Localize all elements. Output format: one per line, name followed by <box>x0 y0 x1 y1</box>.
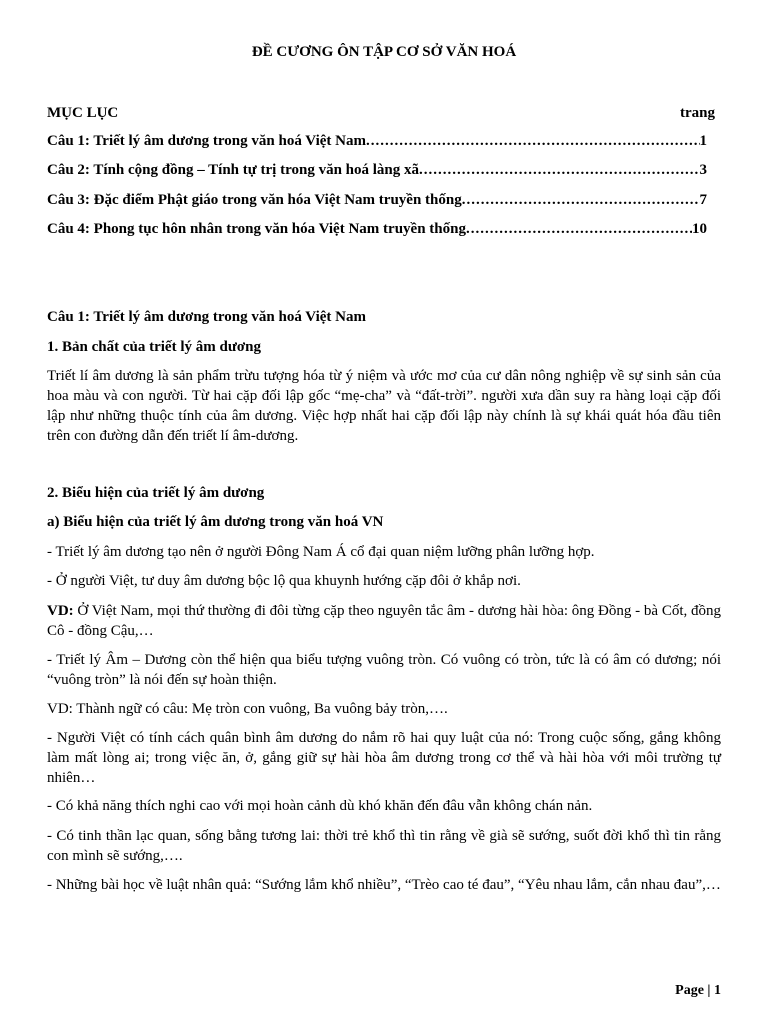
bullet-text: - Người Việt có tính cách quân bình âm dương do nắm rõ hai quy luật của nó: Trong cuộc sống, gắng không làm mất lòng ai; trong việc ăn, ở, gắng giữ sự hài hòa âm dương trong cơ thể và hài hòa với môi trường tự nhiên… <box>47 730 721 786</box>
toc-entry[interactable] <box>47 131 707 151</box>
bullet-text: - Có khả năng thích nghi cao với mọi hoàn cảnh dù khó khăn đến đâu vẫn không chán nản. <box>47 798 593 814</box>
toc-heading: MỤC LỤC <box>47 105 119 121</box>
example-label: VD: <box>47 603 74 619</box>
document-title: ĐỀ CƯƠNG ÔN TẬP CƠ SỞ VĂN HOÁ <box>251 44 517 60</box>
subheading: 2. Biểu hiện của triết lý âm dương <box>47 485 265 501</box>
toc-entry-page: 3 <box>699 162 707 178</box>
toc-header <box>47 103 721 123</box>
toc-entry-page: 1 <box>699 133 707 149</box>
example-text: VD: Thành ngữ có câu: Mẹ tròn con vuông, Ba vuông bảy tròn,…. <box>47 701 448 717</box>
toc-entry-label: Câu 1: Triết lý âm dương trong văn hoá Việt Nam <box>47 133 366 149</box>
bullet-text: - Những bài học về luật nhân quả: “Sướng lắm khổ nhiều”, “Trèo cao té đau”, “Yêu nhau lắm, cắn nhau đau”,… <box>47 877 721 893</box>
bullet-text: - Ở người Việt, tư duy âm dương bộc lộ qua khuynh hướng cặp đôi ở khắp nơi. <box>47 573 521 589</box>
toc-entry-label: Câu 4: Phong tục hôn nhân trong văn hóa Việt Nam truyền thống <box>47 221 466 237</box>
bullet-text: - Triết lý Âm – Dương còn thể hiện qua biểu tượng vuông tròn. Có vuông có tròn, tức là có âm có dương; nói “vuông tròn” là nói đến sự hoàn thiện. <box>47 652 721 688</box>
subheading: 1. Bản chất của triết lý âm dương <box>47 339 261 355</box>
example-text: Ở Việt Nam, mọi thứ thường đi đôi từng cặp theo nguyên tắc âm - dương hài hòa: ông Đồng - bà Cốt, đồng Cô - đồng Cậu,… <box>47 603 721 639</box>
bullet-text: - Triết lý âm dương tạo nên ở người Đông Nam Á cổ đại quan niệm lưỡng phân lưỡng hợp. <box>47 544 595 560</box>
paragraph: Triết lí âm dương là sản phẩm trừu tượng hóa từ ý niệm và ước mơ của cư dân nông nghiệp về sự sinh sản của hoa màu và con người. Từ hai cặp đối lập gốc “mẹ-cha” và “đất-trời”. người xưa dần suy ra hàng loại cặp đối lập như những thuộc tính của âm dương. Việc hợp nhất hai cặp đối lập này chính là sự khái quát hóa đầu tiên trên con đường dẫn đến triết lí âm-dương. <box>47 368 721 444</box>
toc-entry-page: 7 <box>699 192 707 208</box>
toc-entry-label: Câu 2: Tính cộng đồng – Tính tự trị trong văn hoá làng xã <box>47 162 420 178</box>
section-title: Câu 1: Triết lý âm dương trong văn hoá Việt Nam <box>47 309 366 325</box>
toc-entry-page: 10 <box>692 221 707 237</box>
document-page <box>47 0 721 1024</box>
toc-leader-dots <box>366 131 700 151</box>
subheading: a) Biểu hiện của triết lý âm dương trong văn hoá VN <box>47 514 384 530</box>
toc-leader-dots <box>462 190 700 210</box>
toc-entry[interactable] <box>47 219 707 239</box>
bullet-text: - Có tinh thần lạc quan, sống bằng tương lai: thời trẻ khổ thì tin rằng về già sẽ sướng, suốt đời khổ thì tin rằng con mình sẽ sướng,…. <box>47 828 721 864</box>
toc-leader-dots <box>466 219 692 239</box>
toc-entry-label: Câu 3: Đặc điểm Phật giáo trong văn hóa Việt Nam truyền thống <box>47 192 462 208</box>
toc-entry[interactable] <box>47 160 707 180</box>
toc-page-column-label: trang <box>680 105 715 121</box>
example-paragraph <box>47 601 721 641</box>
toc-leader-dots <box>419 160 699 180</box>
toc-entry[interactable] <box>47 190 707 210</box>
page-number-footer: Page | 1 <box>675 983 721 998</box>
